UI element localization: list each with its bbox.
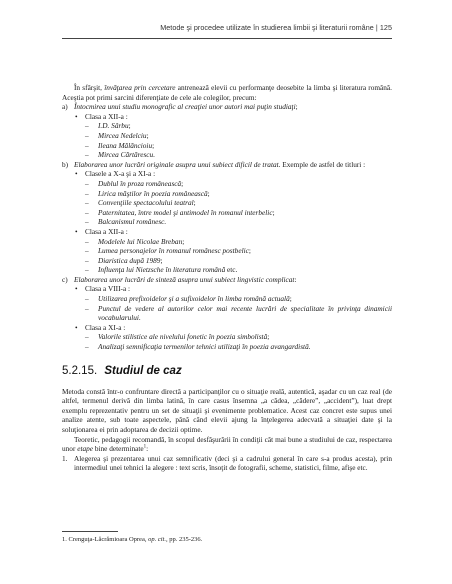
list-letter: c) (62, 274, 68, 284)
entry-tail: ; (248, 246, 251, 256)
entry-tail: ; (182, 236, 185, 246)
entry-text: Mircea Nedelciu (98, 130, 147, 140)
dash-icon: – (85, 303, 89, 313)
class-group (62, 227, 392, 237)
entry-text: Mircea Cărtărescu. (98, 150, 156, 160)
entry-tail: ; (193, 198, 196, 208)
footnote-rule (62, 531, 118, 532)
page-number: 125 (379, 23, 392, 32)
title-entry (62, 217, 392, 227)
section-number: 5.2.15. (62, 364, 98, 377)
footnote-pages: , pp. 235-236. (165, 536, 203, 543)
item-b-title: Elaborarea unor lucrări originale asupra unui subiect dificil de tratat (74, 159, 279, 169)
entry-text: Influenţa lui Nietzsche în literatura română (98, 265, 226, 275)
title-entry (62, 237, 392, 247)
dash-icon: – (85, 342, 89, 352)
dash-icon: – (85, 236, 89, 246)
dash-icon: – (85, 207, 89, 217)
dash-icon: – (85, 246, 89, 256)
entry-text: Convenţiile spectacolului teatral (98, 198, 194, 208)
bullet-icon: • (75, 169, 78, 179)
entry-tail: ; (289, 294, 292, 304)
entry-text: Balcanismul românesc. (98, 217, 167, 227)
item-b-suffix: . Exemple de astfel de titluri : (278, 159, 366, 169)
intro-lead-italic: învăţarea prin cercetare (104, 83, 176, 92)
class-group (62, 112, 392, 122)
title-entry (62, 256, 392, 266)
footnote-author: Crenguţa-Lăcrămioara Oprea, (68, 536, 149, 543)
item-text: Alegerea şi prezentarea unui caz semnificativ (deci şi a cadrului general în care s-a produs acesta), prin intermediul unei tehnici la alegere : text scris, însoţit de fotografii, scheme, statistici, filme, afişe etc. (74, 453, 392, 473)
title-entry (62, 141, 392, 151)
item-c-title: Elaborarea unor lucrări de sinteză asupra unui subiect lingvistic complicat (74, 274, 295, 284)
entry-text: Paternitatea, între model şi antimodel în romanul interbelic (98, 207, 273, 217)
entry-text: Lumea personajelor în romanul românesc postbelic (98, 246, 249, 256)
class-group (62, 323, 392, 333)
class-label: Clasa a VIII-a : (85, 284, 131, 294)
list-item-c (62, 275, 392, 285)
page-content (62, 83, 392, 473)
entry-tail: ; (146, 130, 149, 140)
title-entry (62, 342, 392, 352)
footnote-opcit: op. cit. (148, 536, 166, 543)
title-entry (62, 189, 392, 199)
title-entry (62, 294, 392, 304)
title-entry (62, 121, 392, 131)
intro-rest: antrenează elevii cu performanţe deosebite la limba şi literatura română. Aceştia pot primi sarcini diferenţiate de cele ale colegilor, precum: (62, 83, 392, 102)
section-title: Studiul de caz (104, 364, 182, 377)
class-label: Clasa a XI-a : (85, 322, 126, 332)
class-label: Clasa a XII-a : (85, 226, 128, 236)
entry-tail: etc. (225, 265, 238, 275)
dash-icon: – (85, 294, 89, 304)
title-entry (62, 332, 392, 342)
footnote-number: 1. (62, 536, 67, 543)
entry-tail: ; (128, 121, 131, 131)
entry-tail: ; (267, 332, 270, 342)
item-a-suffix: ; (295, 102, 298, 112)
intro-lead: În sfârşit, (74, 83, 105, 92)
header-separator: | (373, 23, 380, 32)
list-item-b (62, 160, 392, 170)
entry-tail: ; (152, 140, 155, 150)
p2-italic: etape (77, 444, 94, 454)
running-title: Metode şi procedee utilizate în studierea limbii şi literaturii române (160, 23, 374, 32)
title-entry (62, 304, 392, 323)
class-group (62, 284, 392, 294)
dash-icon: – (85, 217, 89, 227)
title-entry (62, 208, 392, 218)
list-letter: b) (62, 159, 69, 169)
entry-text: Dublul în proza românească (98, 178, 182, 188)
header-rule (62, 38, 392, 39)
list-letter: a) (62, 102, 68, 112)
bullet-icon: • (75, 284, 78, 294)
bullet-icon: • (75, 322, 78, 332)
running-header (62, 20, 392, 35)
class-label: Clasa a XII-a : (85, 111, 128, 121)
bullet-icon: • (75, 111, 78, 121)
body-paragraph-1: Metoda constă într-o confruntare directă a participanţilor cu o situaţie reală, autentică, aşadar cu un caz real (de altfel, termenul derivă din limba latină, în care casus însemna „a cădea, „cădere”, „accident”), luat drept exemplu reprezentativ pentru un set de situaţii şi evenimente problematice. Acest caz concret este supus unei analize atente, sub toate aspectele, până când elevii ajung la înţelegerea adecvată a situaţiei date şi la soluţionarea ei prin adoptarea de decizii optime. (62, 386, 392, 434)
entry-tail: ; (272, 207, 275, 217)
p2-colon: : (146, 444, 149, 454)
dash-icon: – (85, 130, 89, 140)
entry-text: Modelele lui Nicolae Breban (98, 236, 183, 246)
entry-text: Analizaţi semnificaţia termenilor tehnici utilizaţi în poezia avangardistă. (98, 342, 311, 352)
entry-text: Utilizarea prefixoidelor şi a sufixoidelor în limba română actuală (98, 294, 290, 304)
item-a-title: Întocmirea unui studiu monografic al creaţiei unor autori mai puţin studiaţi (74, 102, 296, 112)
p2-end: bine determinate (93, 444, 144, 454)
section-heading (62, 364, 392, 378)
entry-text: Punctul de vedere al autorilor celor mai recente lucrări de specialitate în privinţa dinamicii vocabularului. (98, 303, 392, 323)
title-entry (62, 150, 392, 160)
class-group (62, 169, 392, 179)
item-c-suffix: : (294, 274, 297, 284)
intro-paragraph (62, 83, 392, 102)
title-entry (62, 246, 392, 256)
dash-icon: – (85, 150, 89, 160)
dash-icon: – (85, 140, 89, 150)
p2-start: Teoretic, pedagogii recomandă, în scopul desfăşurării în condiţii cât mai bune a studiului de caz, respectarea unor (62, 434, 392, 454)
entry-text: Diaristica după 1989 (98, 255, 161, 265)
dash-icon: – (85, 332, 89, 342)
footnote-ref[interactable]: 1 (143, 444, 147, 450)
numbered-item (62, 454, 392, 473)
title-entry (62, 198, 392, 208)
entry-text: Valorile stilistice ale nivelului fonetic în poezia simbolistă (98, 332, 268, 342)
dash-icon: – (85, 265, 89, 275)
body-paragraph-2 (62, 435, 392, 454)
bullet-icon: • (75, 226, 78, 236)
dash-icon: – (85, 121, 89, 131)
entry-tail: ; (181, 178, 184, 188)
entry-text: Lirica măştilor în poezia românească (98, 188, 208, 198)
title-entry (62, 131, 392, 141)
dash-icon: – (85, 188, 89, 198)
dash-icon: – (85, 198, 89, 208)
list-item-a (62, 102, 392, 112)
class-label: Clasele a X-a şi a XI-a : (85, 169, 156, 179)
title-entry (62, 265, 392, 275)
entry-tail: ; (207, 188, 210, 198)
item-number: 1. (62, 453, 68, 463)
dash-icon: – (85, 255, 89, 265)
entry-text: Ileana Mălăncioiu (98, 140, 153, 150)
entry-text: I.D. Sârbu (98, 121, 129, 131)
title-entry (62, 179, 392, 189)
entry-tail: ; (160, 255, 163, 265)
dash-icon: – (85, 178, 89, 188)
footnote (62, 536, 392, 545)
